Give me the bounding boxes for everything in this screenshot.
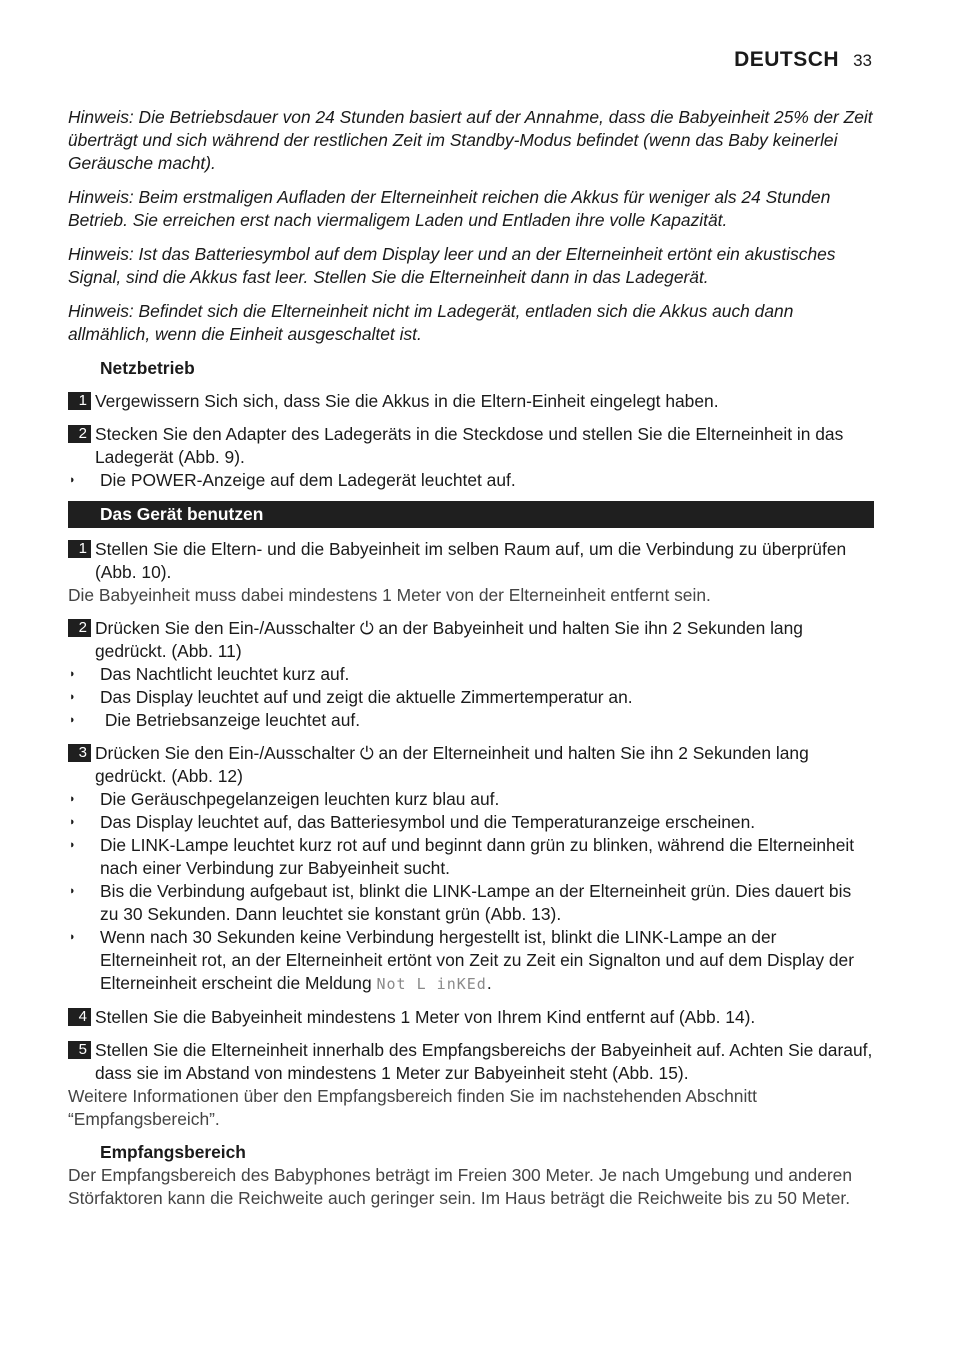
step1-note: Die Babyeinheit muss dabei mindestens 1 Meter von der Elterneinheit entfernt sein. [68,585,711,605]
bullet-text: Die Geräuschpegelanzeigen leuchten kurz blau auf. [100,789,500,809]
step-text [95,617,874,663]
step-text: Stellen Sie die Elterneinheit innerhalb des Empfangsbereichs der Babyeinheit auf. Achten Sie darauf, dass sie im Abstand von mindestens 1 Meter zur Babyeinheit steht (Abb. 15). [95,1040,873,1083]
geraet-step-4 [68,1006,874,1029]
page-header [734,48,872,72]
bullet-text: Die Betriebsanzeige leuchtet auf. [100,710,361,730]
step3-bullet [68,811,874,834]
bullet-text-end: . [486,973,492,993]
step-number: 2 [68,619,91,637]
bullet-text: Das Display leuchtet auf und zeigt die aktuelle Zimmertemperatur an. [100,687,633,707]
step2-bullet [68,709,874,732]
bullet-text: Die POWER-Anzeige auf dem Ladegerät leuchtet auf. [100,470,516,490]
netz-bullet [68,469,874,492]
section-heading-geraet: Das Gerät benutzen [68,501,874,528]
heading-netzbetrieb: Netzbetrieb [100,358,195,378]
lcd-message: Not L inKEd [376,975,487,993]
note-battery-empty: Hinweis: Ist das Batteriesymbol auf dem Display leer und an der Elterneinheit ertönt ein akustisches Signal, sind die Akkus fast leer. Stellen Sie die Elterneinheit dann in das Ladegerät. [68,244,836,287]
bullet-triangle-icon: ◗ [69,474,76,486]
bullet-text: Das Nachtlicht leuchtet kurz auf. [100,664,350,684]
step-text: Vergewissern Sich sich, dass Sie die Akkus in die Eltern-Einheit eingelegt haben. [95,391,719,411]
bullet-triangle-icon: ◗ [69,691,76,703]
bullet-text: Bis die Verbindung aufgebaut ist, blinkt die LINK-Lampe an der Elterneinheit grün. Dies dauert bis zu 30 Sekunden. Dann leuchtet sie konstant grün (Abb. 13). [100,881,852,924]
step-text-part-a: Drücken Sie den Ein-/Ausschalter [95,743,356,763]
page-number: 33 [853,51,872,70]
step-text: Stellen Sie die Babyeinheit mindestens 1 Meter von Ihrem Kind entfernt auf (Abb. 14). [95,1007,756,1027]
step-number: 2 [68,425,91,443]
step3-bullet [68,788,874,811]
step3-bullet-not-linked [68,926,874,996]
step5-note: Weitere Informationen über den Empfangsbereich finden Sie im nachstehenden Abschnitt “Empfangsbereich”. [68,1086,757,1129]
heading-empfangsbereich: Empfangsbereich [100,1142,246,1162]
step2-bullet [68,663,874,686]
step-number: 5 [68,1041,91,1059]
step-number: 3 [68,744,91,762]
geraet-step-2 [68,617,874,663]
bullet-text: Das Display leuchtet auf, das Batteriesymbol und die Temperaturanzeige erscheinen. [100,812,756,832]
step-number: 1 [68,540,91,558]
step-text-part-b: an der Elterneinheit und halten Sie ihn 2 Sekunden lang gedrückt. (Abb. 12) [95,743,809,786]
bullet-triangle-icon: ◗ [69,839,76,851]
bullet-triangle-icon: ◗ [69,793,76,805]
bullet-text [100,926,874,996]
step-number: 4 [68,1008,91,1026]
netz-step-1 [68,390,874,413]
geraet-step-3 [68,742,874,788]
bullet-text: Die LINK-Lampe leuchtet kurz rot auf und beginnt dann grün zu blinken, während die Elterneinheit nach einer Verbindung zur Babyeinheit sucht. [100,835,855,878]
note-operating-time: Hinweis: Die Betriebsdauer von 24 Stunden basiert auf der Annahme, dass die Babyeinheit 25% der Zeit überträgt und sich während der restlichen Zeit im Standby-Modus befindet (wenn das Baby keinerlei Geräusche macht). [68,107,873,173]
netz-step-2 [68,423,874,469]
geraet-step-5 [68,1039,874,1085]
bullet-triangle-icon: ◗ [69,714,76,726]
step3-bullet [68,834,874,880]
note-self-discharge: Hinweis: Befindet sich die Elterneinheit nicht im Ladegerät, entladen sich die Akkus auch dann allmählich, wenn die Einheit ausgeschaltet ist. [68,301,794,344]
bullet-triangle-icon: ◗ [69,816,76,828]
bullet-triangle-icon: ◗ [69,668,76,680]
step-text-part-b: an der Babyeinheit und halten Sie ihn 2 Sekunden lang gedrückt. (Abb. 11) [95,618,803,661]
step2-bullet [68,686,874,709]
page-content [68,106,874,1210]
bullet-triangle-icon: ◗ [69,931,76,943]
language-label: DEUTSCH [734,48,840,71]
step-text-part-a: Drücken Sie den Ein-/Ausschalter [95,618,356,638]
step-text: Stellen Sie die Eltern- und die Babyeinheit im selben Raum auf, um die Verbindung zu überprüfen (Abb. 10). [95,539,847,582]
step-text: Stecken Sie den Adapter des Ladegeräts in die Steckdose und stellen Sie die Elterneinheit in das Ladegerät (Abb. 9). [95,424,844,467]
power-icon: ⏻ [359,743,374,763]
step-text [95,742,874,788]
power-icon: ⏻ [359,618,374,638]
bullet-text-main: Wenn nach 30 Sekunden keine Verbindung hergestellt ist, blinkt die LINK-Lampe an der Elterneinheit rot, an der Elterneinheit ertönt von Zeit zu Zeit ein Signalton und auf dem Display der Elterneinheit erscheint die Meldung [100,927,855,993]
empfang-text: Der Empfangsbereich des Babyphones beträgt im Freien 300 Meter. Je nach Umgebung und anderen Störfaktoren kann die Reichweite auch geringer sein. Im Haus beträgt die Reichweite bis zu 50 Meter. [68,1165,853,1208]
step3-bullet [68,880,874,926]
note-first-charge: Hinweis: Beim erstmaligen Aufladen der Elterneinheit reichen die Akkus für weniger als 24 Stunden Betrieb. Sie erreichen erst nach viermaligem Laden und Entladen ihre volle Kapazität. [68,187,831,230]
step-number: 1 [68,392,91,410]
bullet-triangle-icon: ◗ [69,885,76,897]
geraet-step-1 [68,538,874,584]
